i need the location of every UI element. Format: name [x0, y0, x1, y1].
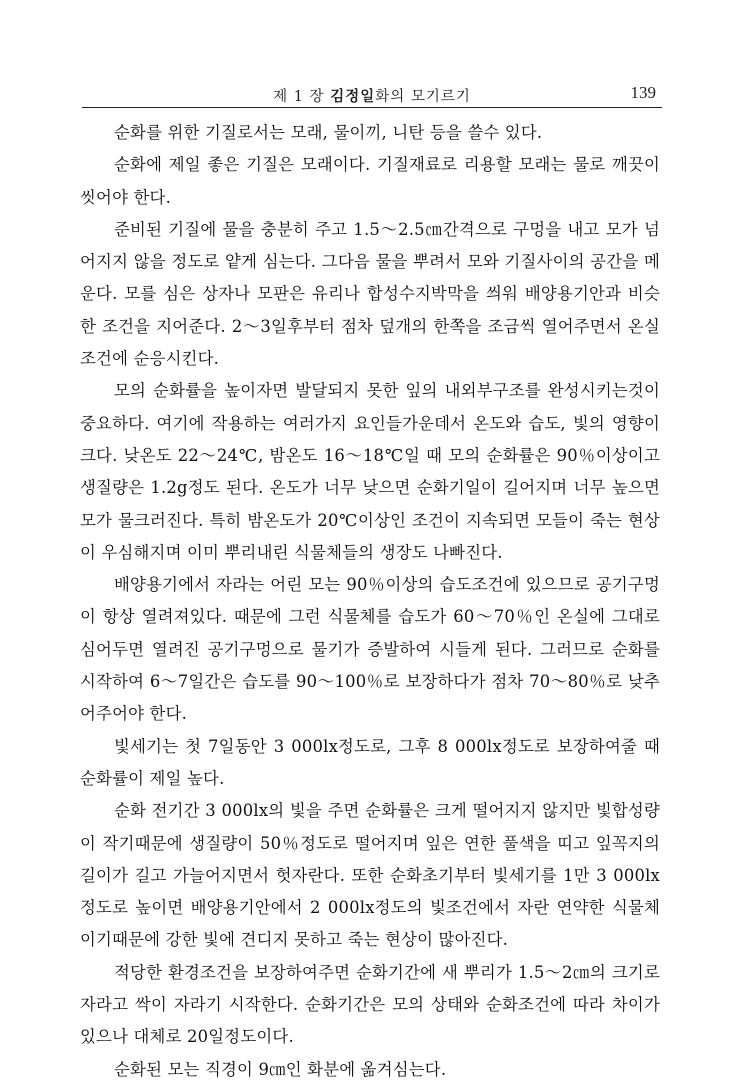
header-title-rest: 화의 모기르기 — [375, 89, 471, 105]
header-chapter: 제 1 장 — [273, 89, 325, 105]
paragraph: 순화에 제일 좋은 기질은 모래이다. 기질재료로 리용할 모래는 물로 깨끗이 씻어야 한다. — [80, 155, 660, 207]
body-text — [80, 117, 660, 1086]
header-leader-name: 김정일 — [330, 89, 376, 105]
paragraph: 순화 전기간 3 000lx의 빛을 주면 순화률은 크게 떨어지지 않지만 빛합성량이 작기때문에 생질량이 50％정도로 떨어지며 잎은 연한 풀색을 띠고 잎꼭지의 길이가 길고 가늘어지면서 헛자란다. 또한 순화초기부터 빛세기를 1만 3 000lx정도로 높이면 배양용기안에서 2 000lx정도의 빛조건에서 자란 연약한 식물체이기때문에 강한 빛에 견디지 못하고 죽는 현상이 많아진다. — [80, 801, 660, 950]
paragraph: 빛세기는 첫 7일동안 3 000lx정도로, 그후 8 000lx정도로 보장하여줄 때 순화률이 제일 높다. — [80, 736, 660, 788]
page-number: 139 — [630, 83, 656, 102]
paragraph: 배양용기에서 자라는 어린 모는 90％이상의 습도조건에 있으므로 공기구멍이 항상 열려져있다. 때문에 그런 식물체를 습도가 60～70％인 온실에 그대로 심어두면 열려진 공기구멍으로 물기가 증발하여 시들게 된다. 그러므로 순화를 시작하여 6～7일간은 습도를 90～100％로 보장하다가 점차 70～80％로 낮추어주어야 한다. — [80, 575, 660, 724]
header-title — [82, 85, 662, 106]
paragraph: 적당한 환경조건을 보장하여주면 순화기간에 새 뿌리가 1.5～2㎝의 크기로 자라고 싹이 자라기 시작한다. 순화기간은 모의 상태와 순화조건에 따라 차이가 있으나 대체로 20일정도이다. — [80, 962, 660, 1047]
running-header — [82, 83, 662, 108]
paragraph: 순화를 위한 기질로서는 모래, 물이끼, 니탄 등을 쓸수 있다. — [114, 123, 543, 142]
paragraph: 순화된 모는 직경이 9㎝인 화분에 옮겨심는다. — [114, 1059, 447, 1079]
paragraph: 모의 순화률을 높이자면 발달되지 못한 잎의 내외부구조를 완성시키는것이 중요하다. 여기에 작용하는 여러가지 요인들가운데서 온도와 습도, 빛의 영향이 크다. 낮온도 22～24℃, 밤온도 16～18℃일 때 모의 순화률은 90％이상이고 생질량은 1.2g정도 된다. 온도가 너무 낮으면 순화기일이 길어지며 너무 높으면 모가 물크러진다. 특히 밤온도가 20℃이상인 조건이 지속되면 모들이 죽는 현상이 우심해지며 이미 뿌리내린 식물체들의 생장도 나빠진다. — [80, 381, 660, 562]
paragraph: 준비된 기질에 물을 충분히 주고 1.5～2.5㎝간격으로 구멍을 내고 모가 넘어지지 않을 정도로 얕게 심는다. 그다음 물을 뿌려서 모와 기질사이의 공간을 메운다. 모를 심은 상자나 모판은 유리나 합성수지박막을 씌워 배양용기안과 비슷한 조건을 지어준다. 2～3일후부터 점차 덮개의 한쪽을 조금씩 열어주면서 온실조건에 순응시킨다. — [80, 219, 660, 369]
